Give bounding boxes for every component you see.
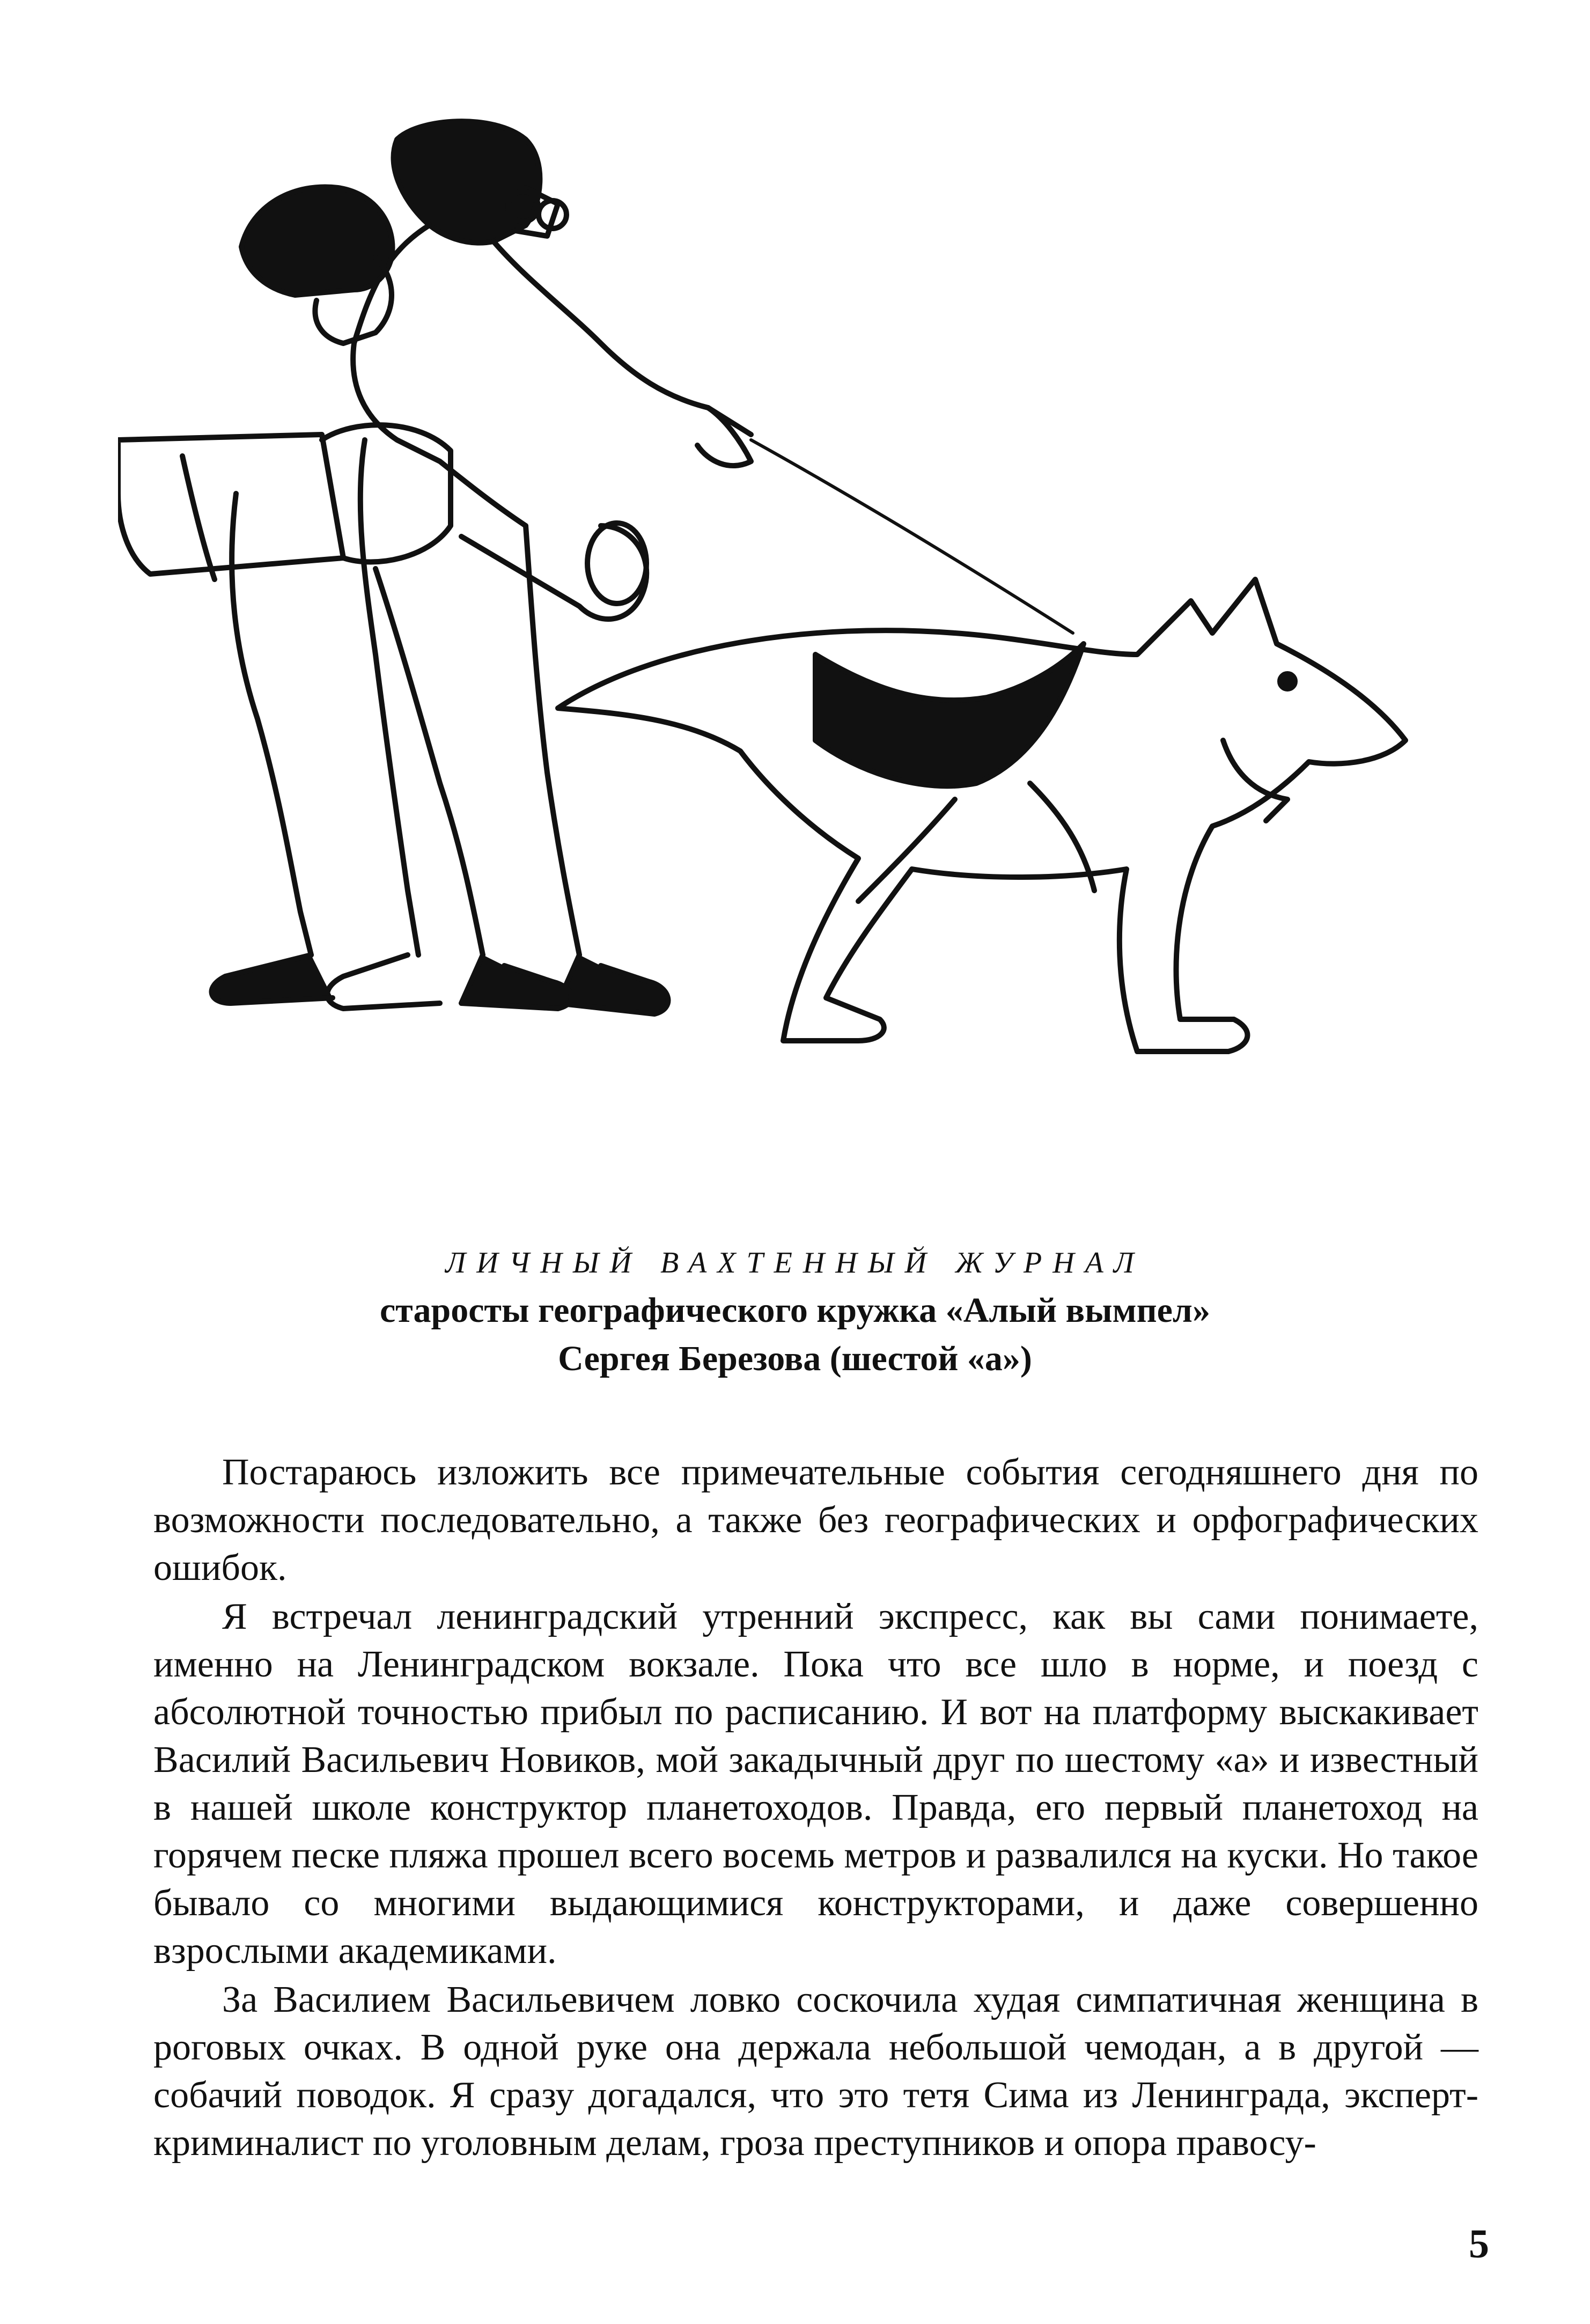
chapter-heading [161, 1239, 1429, 1383]
paragraph-2: Я встречал ленинградский утренний экспресс, как вы сами понимаете, именно на Ленинградском вокзале. Пока что все шло в норме, и поезд с абсолютной точностью прибыл по расписанию. И вот на платформу выскакивает Василий Васильевич Новиков, мой закадычный друг по шестому «а» и известный в нашей школе конструктор планетоходов. Правда, его первый планетоход на горячем песке пляжа прошел всего восемь метров и развалился на куски. Но такое бывало со многими выдающимися конструкторами, и даже совершенно взрослыми академиками. [153, 1596, 1478, 1972]
body-text [153, 1448, 1478, 2168]
leash [751, 440, 1073, 633]
heading-line-2: старосты географического кружка «Алый вымпел» [380, 1291, 1210, 1330]
illustration [118, 118, 1470, 1153]
heading-line-3: Сергея Березова (шестой «а») [558, 1339, 1032, 1378]
page-number: 5 [1469, 2222, 1489, 2267]
heading-line-1: ЛИЧНЫЙ ВАХТЕННЫЙ ЖУРНАЛ [445, 1246, 1145, 1279]
dog-figure [558, 579, 1405, 1051]
paragraph-3: За Василием Васильевичем ловко соскочила худая симпатичная женщина в роговых очках. В одной руке она держала небольшой чемодан, а в другой — собачий поводок. Я сразу догадался, что это тетя Сима из Ленинграда, эксперт-криминалист по уголовным делам, гроза преступников и опора правосу- [153, 1979, 1478, 2164]
paragraph-1: Постараюсь изложить все примечательные события сегодняшнего дня по возможности последовательно, а также без географических и орфографических ошибок. [153, 1452, 1478, 1588]
